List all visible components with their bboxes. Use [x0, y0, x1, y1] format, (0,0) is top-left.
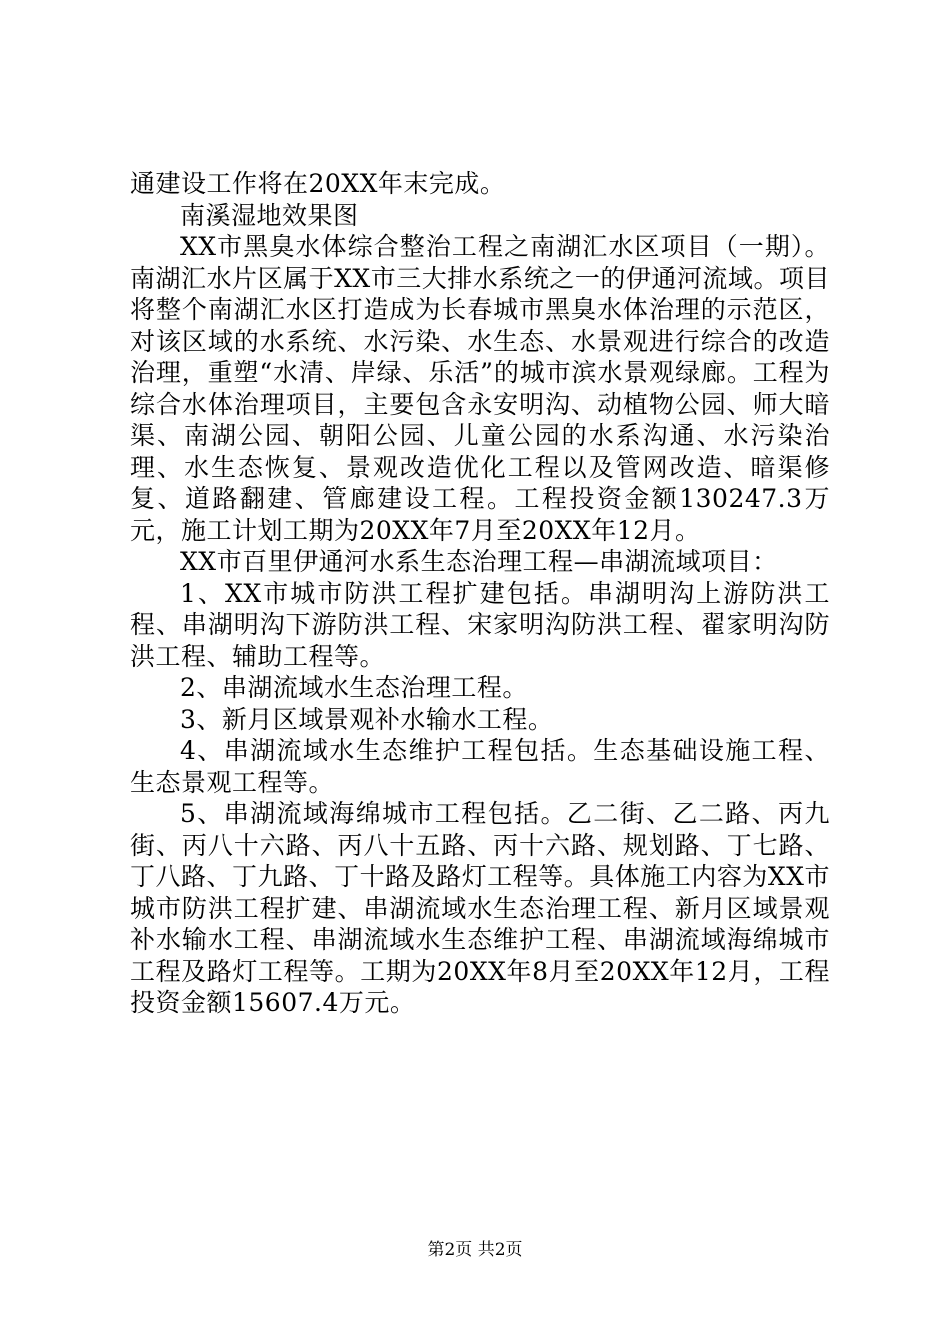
- paragraph-image-caption: 南溪湿地效果图: [180, 200, 359, 230]
- paragraph-continuation: 通建设工作将在20XX年末完成。: [130, 169, 506, 198]
- list-item-2: 2、串湖流域水生态治理工程。: [180, 673, 528, 702]
- list-item-4: 4、串湖流域水生态维护工程包括。生态基础设施工程、生态景观工程等。: [130, 736, 830, 797]
- page-footer: 第2页 共2页: [427, 1240, 523, 1260]
- paragraph-chuanhu-heading: XX市百里伊通河水系生态治理工程—串湖流域项目：: [180, 547, 778, 576]
- document-body: [130, 168, 830, 1019]
- paragraph-nanhu-project: XX市黑臭水体综合整治工程之南湖汇水区项目（一期）。南湖汇水片区属于XX市三大排水系统之一的伊通河流域。项目将整个南湖汇水区打造成为长春城市黑臭水体治理的示范区，对该区域的水系统、水污染、水生态、水景观进行综合的改造治理，重塑“水清、岸绿、乐活”的城市滨水景观绿廊。工程为综合水体治理项目，主要包含永安明沟、动植物公园、师大暗渠、南湖公园、朝阳公园、儿童公园的水系沟通、水污染治理、水生态恢复、景观改造优化工程以及管网改造、暗渠修复、道路翻建、管廊建设工程。工程投资金额130247.3万元，施工计划工期为20XX年7月至20XX年12月。: [130, 232, 830, 545]
- list-item-5: 5、串湖流域海绵城市工程包括。乙二街、乙二路、丙九街、丙八十六路、丙八十五路、丙十六路、规划路、丁七路、丁八路、丁九路、丁十路及路灯工程等。具体施工内容为XX市城市防洪工程扩建、串湖流域水生态治理工程、新月区域景观补水输水工程、串湖流域水生态维护工程、串湖流域海绵城市工程及路灯工程等。工期为20XX年8月至20XX年12月，工程投资金额15607.4万元。: [130, 799, 830, 1017]
- list-item-1: 1、XX市城市防洪工程扩建包括。串湖明沟上游防洪工程、串湖明沟下游防洪工程、宋家明沟防洪工程、翟家明沟防洪工程、辅助工程等。: [130, 578, 830, 671]
- list-item-3: 3、新月区域景观补水输水工程。: [180, 704, 554, 734]
